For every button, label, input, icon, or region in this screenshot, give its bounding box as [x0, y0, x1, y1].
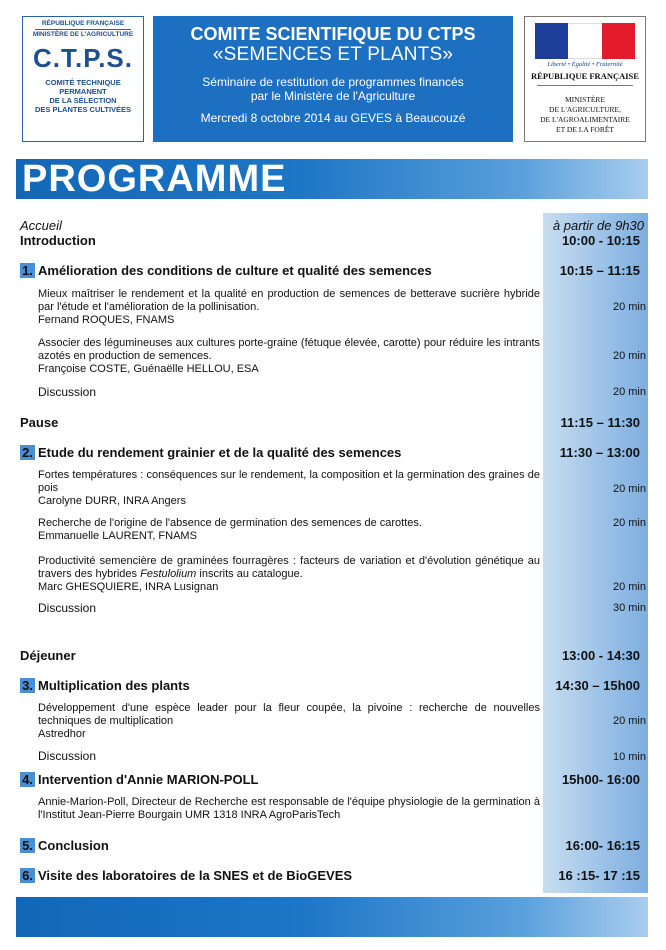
dur-2-2: 20 min — [612, 517, 646, 529]
talk-2-1: Fortes températures : conséquences sur le rendement, la composition et la germination des graines de pois Carolyne DURR, INRA Angers — [38, 469, 540, 507]
programme-title: PROGRAMME — [22, 158, 287, 200]
footer-bar — [16, 897, 648, 937]
ctps-logo — [22, 16, 144, 142]
ministry-name: MINISTÈRE DE L'AGRICULTURE, DE L'AGROALIMENTAIRE ET DE LA FORÊT — [540, 95, 630, 134]
republic-logo — [524, 16, 646, 142]
discussion-1: Discussion — [38, 385, 97, 399]
banner-subtitle: «SEMENCES ET PLANTS» — [212, 44, 454, 65]
dur-2-1: 20 min — [612, 483, 646, 495]
dur-disc-3: 10 min — [612, 751, 646, 763]
ctps-ministry: MINISTÈRE DE L'AGRICULTURE — [32, 31, 134, 38]
banner-desc-1: Séminaire de restitution de programmes financés — [202, 75, 464, 89]
ctps-desc-2: PERMANENT — [59, 87, 107, 96]
talk-2-2: Recherche de l'origine de l'absence de germination des semences de carottes. Emmanuelle LAURENT, FNAMS — [38, 517, 422, 542]
banner-desc-2: par le Ministère de l'Agriculture — [250, 89, 416, 103]
ctps-acronym: C.T.P.S. — [32, 43, 133, 73]
banner-title: COMITE SCIENTIFIQUE DU CTPS — [190, 24, 476, 44]
talk-1-2: Associer des légumineuses aux cultures porte-graine (fétuque élevée, carotte) pour réduire les intrants azotés en production de semences. Françoise COSTE, Guénaëlle HELLOU, ESA — [38, 337, 540, 375]
dur-3-1: 20 min — [612, 715, 646, 727]
talk-3-1: Développement d'une espèce leader pour la fleur coupée, la pivoine : recherche de nouvelles techniques de multiplication Astredhor — [38, 702, 540, 740]
programme-title-bar — [16, 159, 648, 199]
french-flag-icon — [535, 23, 635, 59]
dur-disc-1: 20 min — [612, 386, 646, 398]
talk-4-1: Annie-Marion-Poll, Directeur de Recherche est responsable de l'équipe physiologie de la germination à l'Institut Jean-Pierre Bourgain UMR 1318 INRA AgroParisTech — [38, 796, 540, 821]
event-banner — [153, 16, 513, 142]
talk-2-3: Productivité semencière de graminées fourragères : facteurs de variation et d'évolution génétique au travers des hybrides Festulolium inscrits au catalogue. Marc GHESQUIERE, INRA Lusignan — [38, 555, 540, 593]
banner-date: Mercredi 8 octobre 2014 au GEVES à Beaucouzé — [200, 111, 466, 125]
republic-name: RÉPUBLIQUE FRANÇAISE — [531, 71, 639, 81]
dur-disc-2: 30 min — [612, 602, 646, 614]
ctps-desc-1: COMITÉ TECHNIQUE — [45, 78, 121, 87]
talk-1-1: Mieux maîtriser le rendement et la qualité en production de semences de betterave sucrière hybride par l'étude et l'amélioration de la pollinisation. Fernand ROQUES, FNAMS — [38, 288, 540, 326]
ctps-rep: RÉPUBLIQUE FRANÇAISE — [41, 20, 125, 27]
dur-1-2: 20 min — [612, 350, 646, 362]
time-column — [543, 213, 648, 893]
ctps-desc-3: DE LA SÉLECTION — [49, 96, 117, 105]
dur-2-3: 20 min — [612, 581, 646, 593]
dur-1-1: 20 min — [612, 301, 646, 313]
ctps-desc-4: DES PLANTES CULTIVÉES — [34, 105, 132, 114]
republic-motto: Liberté • Égalité • Fraternité — [547, 61, 623, 68]
discussion-3: Discussion — [38, 749, 97, 763]
discussion-2: Discussion — [38, 601, 97, 615]
